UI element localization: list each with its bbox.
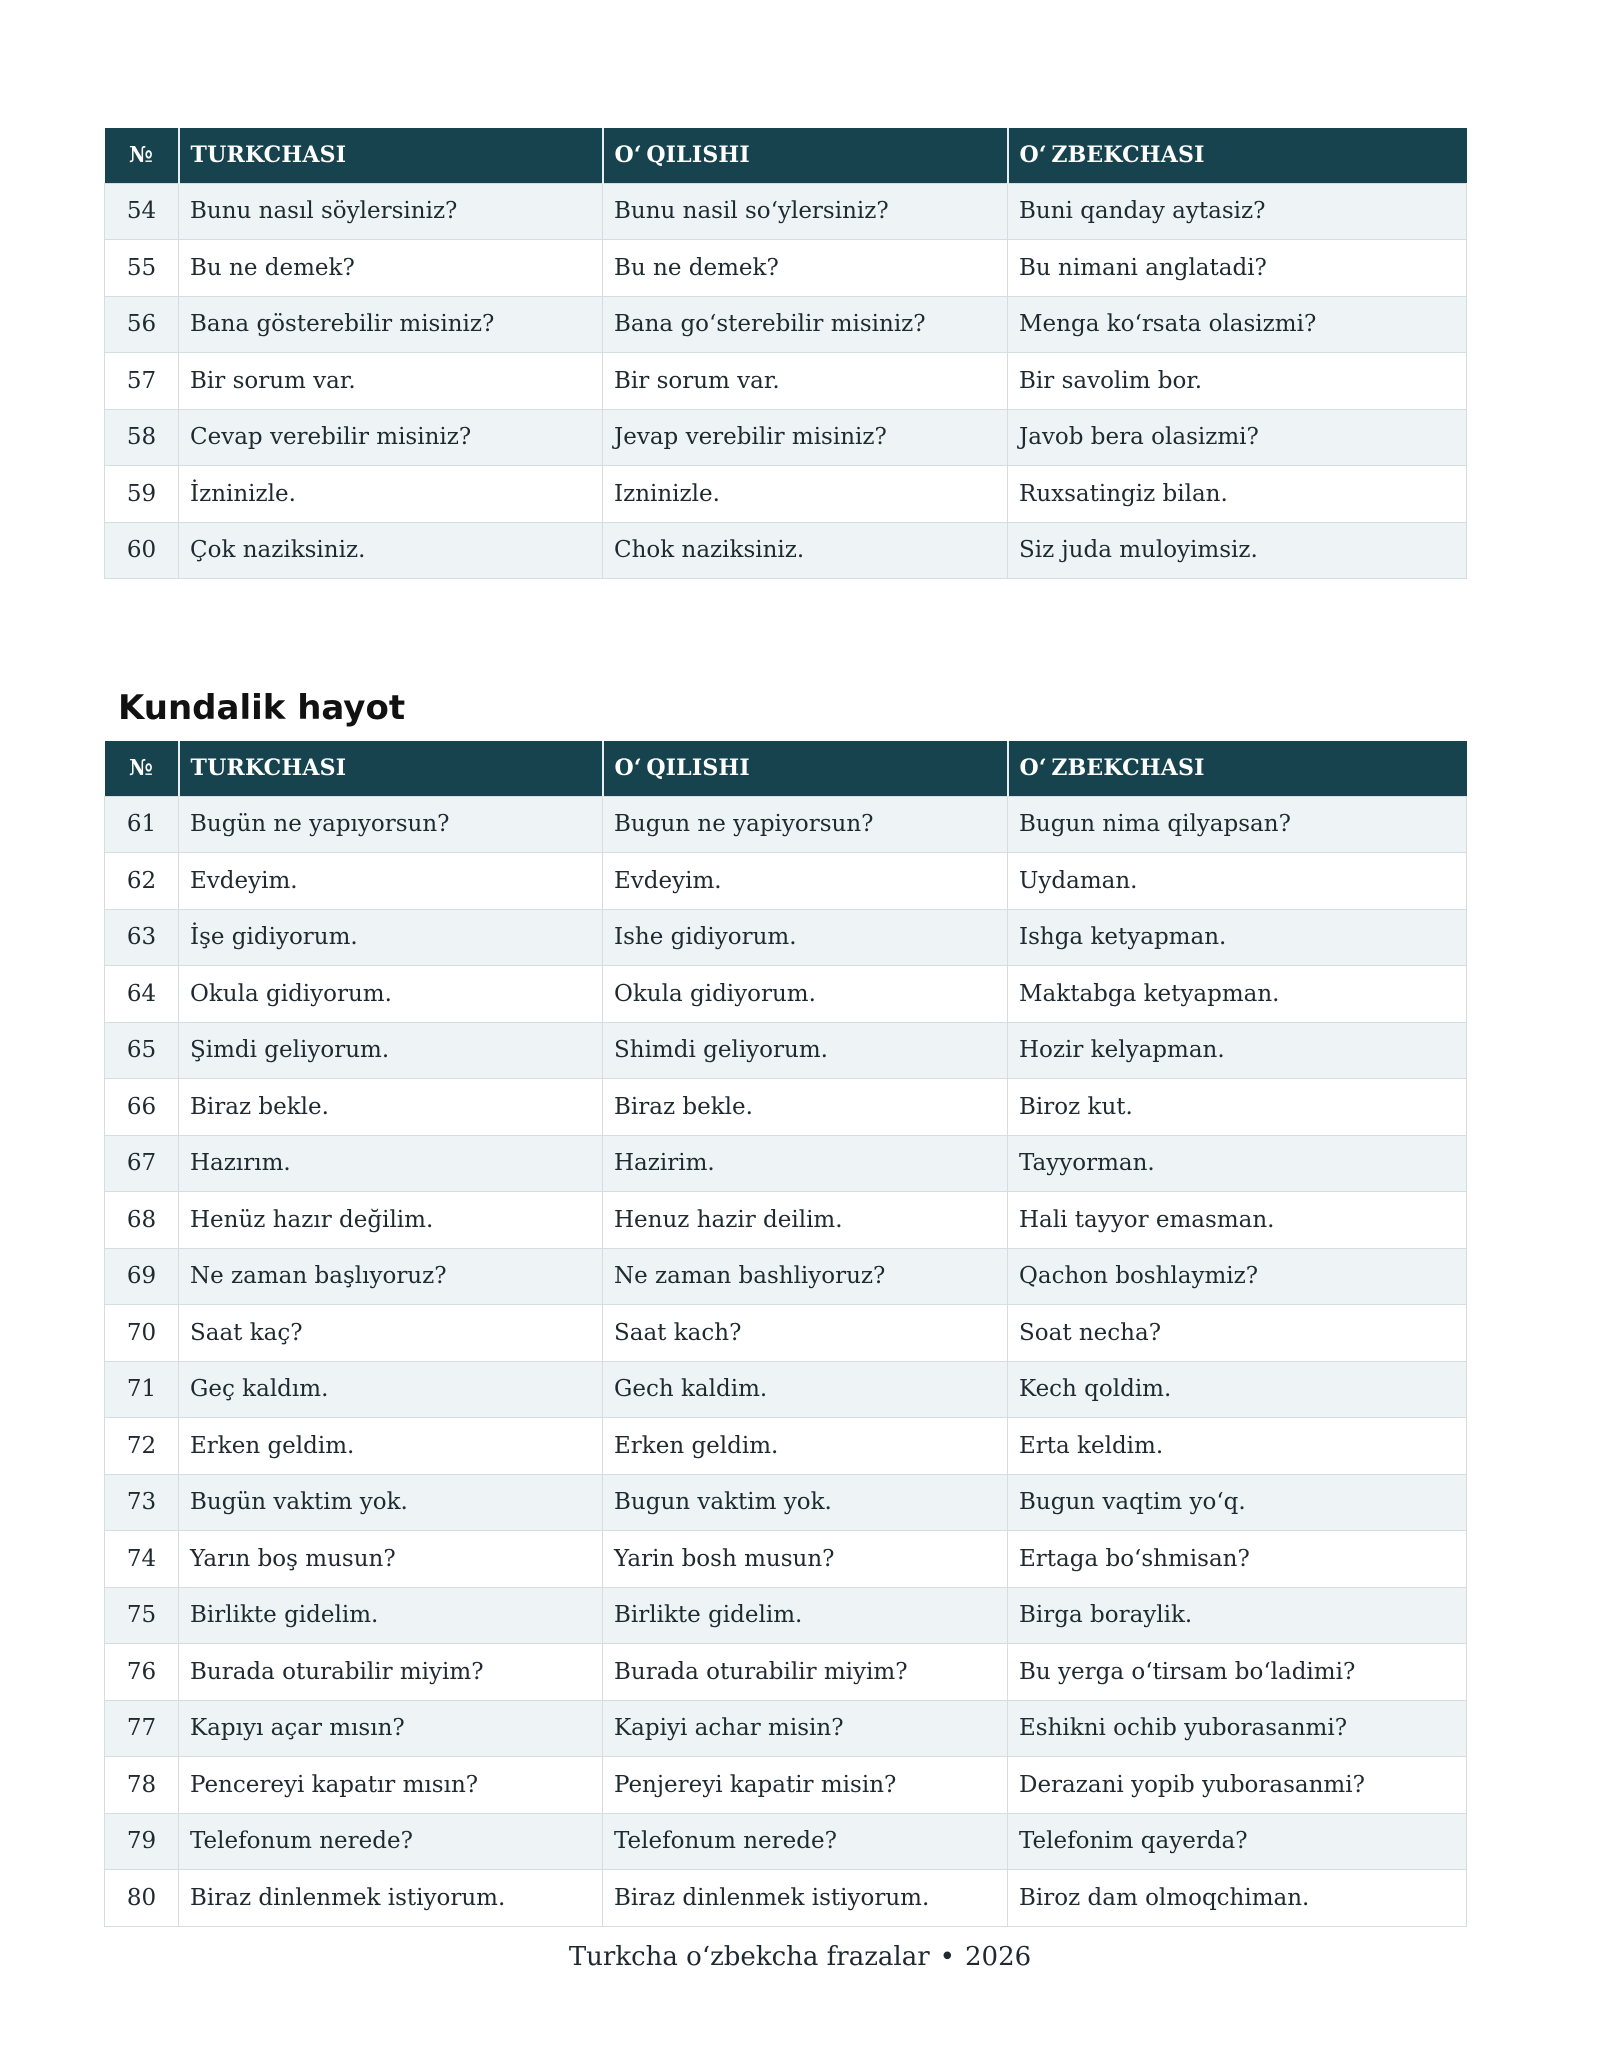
reading-cell: Kapiyi achar misin? [603, 1700, 1008, 1757]
uzbek-cell: Bugun nima qilyapsan? [1008, 796, 1467, 853]
reading-cell: Bunu nasil soʻylersiniz? [603, 183, 1008, 240]
table-row [105, 1135, 1467, 1192]
row-number: 55 [105, 240, 179, 297]
turkish-cell: İzninizle. [179, 466, 603, 523]
reading-cell: Biraz dinlenmek istiyorum. [603, 1870, 1008, 1927]
header-turkish: TURKCHASI [179, 128, 603, 183]
reading-cell: Bugun ne yapiyorsun? [603, 796, 1008, 853]
uzbek-cell: Qachon boshlaymiz? [1008, 1248, 1467, 1305]
table-row [105, 1587, 1467, 1644]
reading-cell: Erken geldim. [603, 1418, 1008, 1475]
reading-cell: Saat kach? [603, 1305, 1008, 1362]
table-row [105, 1531, 1467, 1588]
table-row [105, 1644, 1467, 1701]
uzbek-cell: Uydaman. [1008, 853, 1467, 910]
row-number: 57 [105, 353, 179, 410]
table-row [105, 1813, 1467, 1870]
uzbek-cell: Menga koʻrsata olasizmi? [1008, 296, 1467, 353]
uzbek-cell: Buni qanday aytasiz? [1008, 183, 1467, 240]
table-row [105, 1757, 1467, 1814]
row-number: 54 [105, 183, 179, 240]
table-row [105, 353, 1467, 410]
reading-cell: Bugun vaktim yok. [603, 1474, 1008, 1531]
table-row [105, 1192, 1467, 1249]
uzbek-cell: Maktabga ketyapman. [1008, 966, 1467, 1023]
row-number: 61 [105, 796, 179, 853]
turkish-cell: Bugün vaktim yok. [179, 1474, 603, 1531]
uzbek-cell: Erta keldim. [1008, 1418, 1467, 1475]
uzbek-cell: Bu yerga oʻtirsam boʻladimi? [1008, 1644, 1467, 1701]
header-number: № [105, 741, 179, 796]
reading-cell: Bir sorum var. [603, 353, 1008, 410]
row-number: 65 [105, 1022, 179, 1079]
table-row [105, 1305, 1467, 1362]
reading-cell: Bana goʻsterebilir misiniz? [603, 296, 1008, 353]
header-uzbek: Oʻ ZBEKCHASI [1008, 741, 1467, 796]
reading-cell: Birlikte gidelim. [603, 1587, 1008, 1644]
table-row [105, 1248, 1467, 1305]
turkish-cell: Evdeyim. [179, 853, 603, 910]
reading-cell: Biraz bekle. [603, 1079, 1008, 1136]
turkish-cell: Kapıyı açar mısın? [179, 1700, 603, 1757]
row-number: 73 [105, 1474, 179, 1531]
reading-cell: Chok naziksiniz. [603, 522, 1008, 579]
table-header-row [105, 128, 1467, 183]
reading-cell: Yarin bosh musun? [603, 1531, 1008, 1588]
table-row [105, 966, 1467, 1023]
uzbek-cell: Siz juda muloyimsiz. [1008, 522, 1467, 579]
turkish-cell: Erken geldim. [179, 1418, 603, 1475]
table-row [105, 1418, 1467, 1475]
header-uzbek: Oʻ ZBEKCHASI [1008, 128, 1467, 183]
row-number: 71 [105, 1361, 179, 1418]
turkish-cell: Bu ne demek? [179, 240, 603, 297]
phrase-table-2 [104, 741, 1467, 1927]
row-number: 64 [105, 966, 179, 1023]
table-row [105, 296, 1467, 353]
turkish-cell: Bunu nasıl söylersiniz? [179, 183, 603, 240]
reading-cell: Okula gidiyorum. [603, 966, 1008, 1023]
reading-cell: Hazirim. [603, 1135, 1008, 1192]
uzbek-cell: Soat necha? [1008, 1305, 1467, 1362]
row-number: 59 [105, 466, 179, 523]
uzbek-cell: Kech qoldim. [1008, 1361, 1467, 1418]
table-row [105, 909, 1467, 966]
row-number: 67 [105, 1135, 179, 1192]
footer-separator: • [939, 1942, 955, 1972]
header-reading: Oʻ QILISHI [603, 741, 1008, 796]
turkish-cell: Biraz dinlenmek istiyorum. [179, 1870, 603, 1927]
turkish-cell: Saat kaç? [179, 1305, 603, 1362]
table-row [105, 1870, 1467, 1927]
row-number: 62 [105, 853, 179, 910]
turkish-cell: Pencereyi kapatır mısın? [179, 1757, 603, 1814]
row-number: 74 [105, 1531, 179, 1588]
turkish-cell: Bir sorum var. [179, 353, 603, 410]
row-number: 72 [105, 1418, 179, 1475]
table-row [105, 240, 1467, 297]
row-number: 58 [105, 409, 179, 466]
turkish-cell: Ne zaman başlıyoruz? [179, 1248, 603, 1305]
header-number: № [105, 128, 179, 183]
uzbek-cell: Hali tayyor emasman. [1008, 1192, 1467, 1249]
reading-cell: Burada oturabilir miyim? [603, 1644, 1008, 1701]
uzbek-cell: Telefonim qayerda? [1008, 1813, 1467, 1870]
table-row [105, 853, 1467, 910]
row-number: 63 [105, 909, 179, 966]
uzbek-cell: Tayyorman. [1008, 1135, 1467, 1192]
reading-cell: Gech kaldim. [603, 1361, 1008, 1418]
uzbek-cell: Biroz dam olmoqchiman. [1008, 1870, 1467, 1927]
turkish-cell: Telefonum nerede? [179, 1813, 603, 1870]
table-row [105, 796, 1467, 853]
table-row [105, 522, 1467, 579]
reading-cell: Ne zaman bashliyoruz? [603, 1248, 1008, 1305]
table-row [105, 1079, 1467, 1136]
uzbek-cell: Derazani yopib yuborasanmi? [1008, 1757, 1467, 1814]
phrase-table-1 [104, 128, 1467, 579]
table-row [105, 466, 1467, 523]
reading-cell: Izninizle. [603, 466, 1008, 523]
turkish-cell: İşe gidiyorum. [179, 909, 603, 966]
turkish-cell: Birlikte gidelim. [179, 1587, 603, 1644]
uzbek-cell: Hozir kelyapman. [1008, 1022, 1467, 1079]
row-number: 80 [105, 1870, 179, 1927]
row-number: 56 [105, 296, 179, 353]
turkish-cell: Yarın boş musun? [179, 1531, 603, 1588]
uzbek-cell: Bugun vaqtim yoʻq. [1008, 1474, 1467, 1531]
section-title: Kundalik hayot [118, 688, 406, 728]
turkish-cell: Geç kaldım. [179, 1361, 603, 1418]
turkish-cell: Burada oturabilir miyim? [179, 1644, 603, 1701]
reading-cell: Telefonum nerede? [603, 1813, 1008, 1870]
table-row [105, 1700, 1467, 1757]
uzbek-cell: Ertaga boʻshmisan? [1008, 1531, 1467, 1588]
row-number: 60 [105, 522, 179, 579]
row-number: 66 [105, 1079, 179, 1136]
reading-cell: Ishe gidiyorum. [603, 909, 1008, 966]
reading-cell: Bu ne demek? [603, 240, 1008, 297]
row-number: 75 [105, 1587, 179, 1644]
reading-cell: Jevap verebilir misiniz? [603, 409, 1008, 466]
uzbek-cell: Ruxsatingiz bilan. [1008, 466, 1467, 523]
footer-year: 2026 [965, 1942, 1032, 1972]
table-row [105, 409, 1467, 466]
reading-cell: Evdeyim. [603, 853, 1008, 910]
uzbek-cell: Bir savolim bor. [1008, 353, 1467, 410]
turkish-cell: Cevap verebilir misiniz? [179, 409, 603, 466]
row-number: 78 [105, 1757, 179, 1814]
footer-title: Turkcha oʻzbekcha frazalar [568, 1942, 930, 1972]
table-body [105, 183, 1467, 579]
row-number: 79 [105, 1813, 179, 1870]
reading-cell: Henuz hazir deilim. [603, 1192, 1008, 1249]
turkish-cell: Bugün ne yapıyorsun? [179, 796, 603, 853]
row-number: 70 [105, 1305, 179, 1362]
table-row [105, 1361, 1467, 1418]
page-footer [0, 1942, 1600, 1972]
reading-cell: Penjereyi kapatir misin? [603, 1757, 1008, 1814]
uzbek-cell: Eshikni ochib yuborasanmi? [1008, 1700, 1467, 1757]
uzbek-cell: Javob bera olasizmi? [1008, 409, 1467, 466]
header-reading: Oʻ QILISHI [603, 128, 1008, 183]
header-turkish: TURKCHASI [179, 741, 603, 796]
turkish-cell: Okula gidiyorum. [179, 966, 603, 1023]
row-number: 69 [105, 1248, 179, 1305]
turkish-cell: Biraz bekle. [179, 1079, 603, 1136]
reading-cell: Shimdi geliyorum. [603, 1022, 1008, 1079]
table-body [105, 796, 1467, 1926]
table-row [105, 183, 1467, 240]
row-number: 77 [105, 1700, 179, 1757]
uzbek-cell: Birga boraylik. [1008, 1587, 1467, 1644]
uzbek-cell: Ishga ketyapman. [1008, 909, 1467, 966]
row-number: 76 [105, 1644, 179, 1701]
uzbek-cell: Biroz kut. [1008, 1079, 1467, 1136]
turkish-cell: Henüz hazır değilim. [179, 1192, 603, 1249]
row-number: 68 [105, 1192, 179, 1249]
table-row [105, 1022, 1467, 1079]
turkish-cell: Hazırım. [179, 1135, 603, 1192]
table-row [105, 1474, 1467, 1531]
turkish-cell: Bana gösterebilir misiniz? [179, 296, 603, 353]
turkish-cell: Çok naziksiniz. [179, 522, 603, 579]
turkish-cell: Şimdi geliyorum. [179, 1022, 603, 1079]
table-header-row [105, 741, 1467, 796]
uzbek-cell: Bu nimani anglatadi? [1008, 240, 1467, 297]
